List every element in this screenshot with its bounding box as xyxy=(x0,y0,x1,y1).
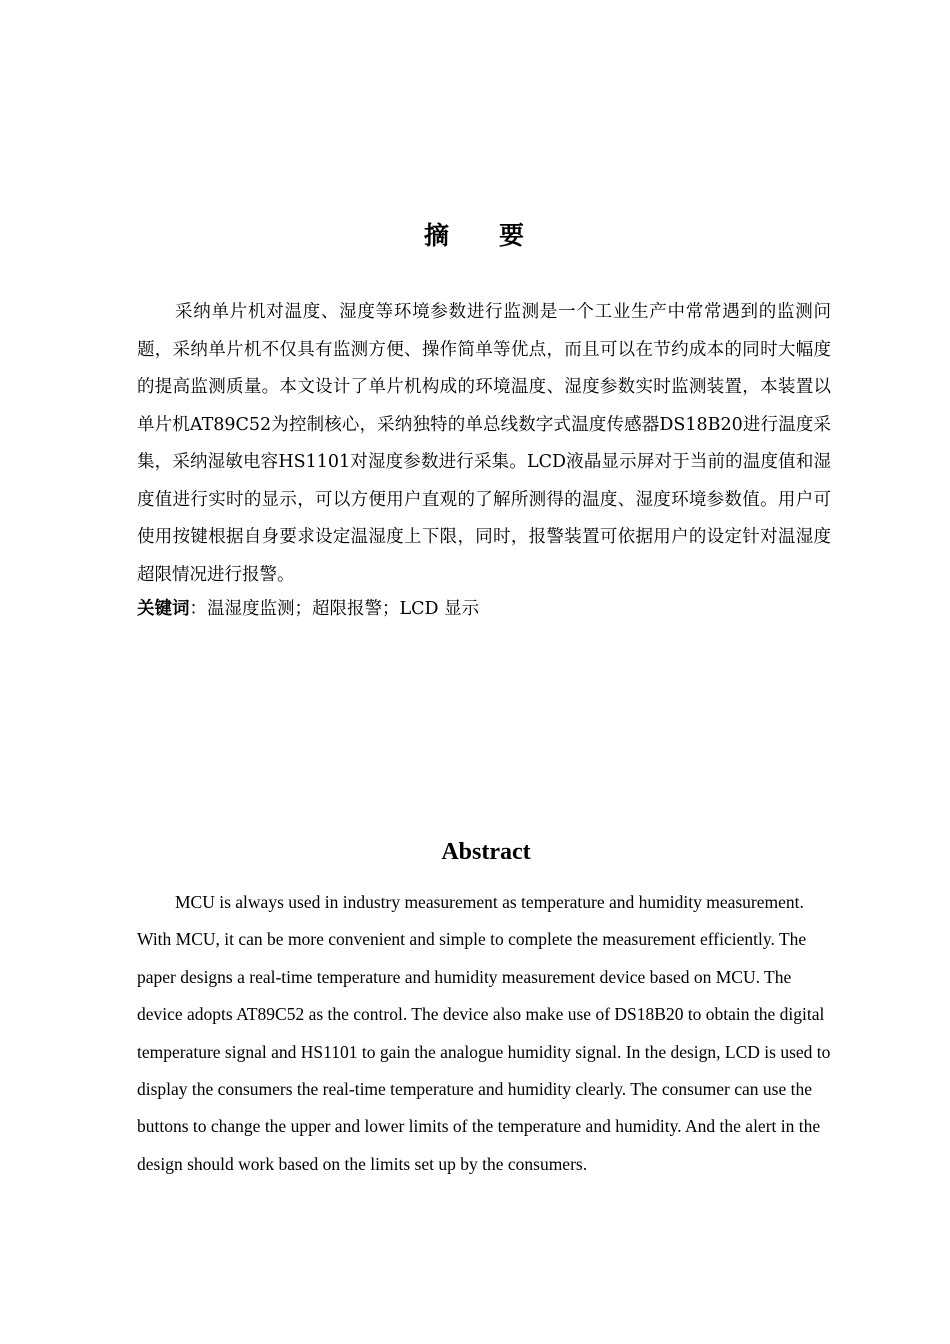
keywords-label: 关键词 xyxy=(137,599,190,619)
title-char-2: 要 xyxy=(499,221,527,250)
chinese-abstract-body: 采纳单片机对温度、湿度等环境参数进行监测是一个工业生产中常常遇到的监测问题，采纳单片机不仅具有监测方便、操作简单等优点，而且可以在节约成本的同时大幅度的提高监测质量。本文设计了单片机构成的环境温度、湿度参数实时监测装置，本装置以单片机AT89C52为控制核心，采纳独特的单总线数字式温度传感器DS18B20进行温度采集，采纳湿敏电容HS1101对湿度参数进行采集。LCD液晶显示屏对于当前的温度值和湿度值进行实时的显示，可以方便用户直观的了解所测得的温度、湿度环境参数值。用户可使用按键根据自身要求设定温湿度上下限，同时，报警装置可依据用户的设定针对温湿度超限情况进行报警。 xyxy=(137,302,831,585)
title-char-1: 摘 xyxy=(423,221,451,250)
english-abstract-title: Abstract xyxy=(441,839,531,865)
chinese-keywords xyxy=(137,591,831,627)
chinese-abstract-title xyxy=(0,218,950,254)
english-abstract-body: MCU is always used in industry measurement as temperature and humidity measurement. With MCU, it can be more convenient and simple to complete the measurement efficiently. The paper designs a real-time temperature and humidity measurement device based on MCU. The device adopts AT89C52 as the control. The device also make use of DS18B20 to obtain the digital temperature signal and HS1101 to gain the analogue humidity signal. In the design, LCD is used to display the consumers the real-time temperature and humidity clearly. The consumer can use the buttons to change the upper and lower limits of the temperature and humidity. And the alert in the design should work based on the limits set up by the consumers. xyxy=(137,892,831,1174)
keywords-colon: ： xyxy=(189,599,207,619)
keywords-value: 温湿度监测；超限报警；LCD 显示 xyxy=(207,599,480,619)
